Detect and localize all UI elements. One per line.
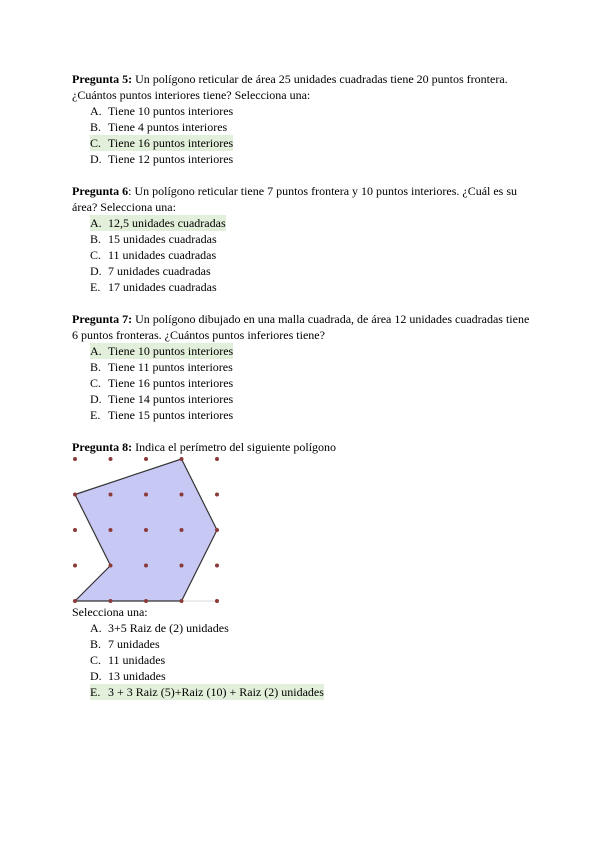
lattice-point [215, 564, 219, 568]
answer-option[interactable]: D. Tiene 14 puntos interiores [90, 392, 234, 406]
lattice-point [215, 493, 219, 497]
lattice-point [144, 528, 148, 532]
answer-option[interactable]: B. 15 unidades cuadradas [90, 232, 217, 246]
lattice-point [180, 493, 184, 497]
lattice-polygon-figure [70, 455, 222, 605]
question-text: Pregunta 8: Indica el perímetro del siguiente polígono [72, 440, 337, 454]
question-8 [72, 439, 532, 455]
answer-option[interactable]: A. Tiene 10 puntos interiores [90, 104, 234, 118]
question-label: Pregunta 6 [72, 184, 129, 198]
lattice-point [215, 599, 219, 603]
question-label: Pregunta 8: [72, 440, 133, 454]
answer-option[interactable]: C. 11 unidades cuadradas [90, 248, 217, 262]
answer-option[interactable]: C. 11 unidades [90, 653, 166, 667]
lattice-point [215, 528, 219, 532]
lattice-point [180, 457, 184, 461]
question-text: Pregunta 6: Un polígono reticular tiene 7 puntos frontera y 10 puntos interiores. ¿Cuál es su área? Selecciona una: [72, 184, 518, 214]
lattice-point [144, 493, 148, 497]
select-prompt: Selecciona una: [72, 605, 148, 619]
lattice-point [73, 457, 77, 461]
question-label: Pregunta 7: [72, 312, 133, 326]
lattice-point [144, 599, 148, 603]
answer-option[interactable]: E. 17 unidades cuadradas [90, 280, 217, 294]
answer-option-correct[interactable]: A. 12,5 unidades cuadradas [90, 216, 226, 230]
question-label: Pregunta 5: [72, 72, 133, 86]
lattice-point [144, 457, 148, 461]
answer-option-correct[interactable]: A. Tiene 10 puntos interiores [90, 344, 234, 358]
answer-option[interactable]: D. 13 unidades [90, 669, 166, 683]
lattice-point [109, 457, 113, 461]
lattice-point [109, 564, 113, 568]
answer-option[interactable]: C. Tiene 16 puntos interiores [90, 376, 234, 390]
lattice-point [180, 564, 184, 568]
lattice-point [215, 457, 219, 461]
question-6 [72, 183, 532, 295]
answer-option[interactable]: B. Tiene 11 puntos interiores [90, 360, 233, 374]
answer-option-correct[interactable]: E. 3 + 3 Raiz (5)+Raiz (10) + Raiz (2) unidades [90, 685, 324, 699]
answer-option[interactable]: D. Tiene 12 puntos interiores [90, 152, 234, 166]
answer-option[interactable]: E. Tiene 15 puntos interiores [90, 408, 234, 422]
lattice-point [109, 599, 113, 603]
lattice-point [73, 528, 77, 532]
lattice-point [144, 564, 148, 568]
lattice-point [109, 528, 113, 532]
question-text: Pregunta 7: Un polígono dibujado en una malla cuadrada, de área 12 unidades cuadradas tiene 6 puntos fronteras. ¿Cuántos puntos inferiores tiene? [72, 312, 530, 342]
lattice-point [180, 528, 184, 532]
lattice-point [73, 599, 77, 603]
answer-option-correct[interactable]: C. Tiene 16 puntos interiores [90, 136, 234, 150]
lattice-point [180, 599, 184, 603]
question-5 [72, 71, 532, 167]
lattice-point [109, 493, 113, 497]
answer-option[interactable]: B. Tiene 4 puntos interiores [90, 120, 228, 134]
question-8-options [72, 604, 532, 700]
lattice-point [73, 493, 77, 497]
answer-option[interactable]: B. 7 unidades [90, 637, 160, 651]
question-text: Pregunta 5: Un polígono reticular de área 25 unidades cuadradas tiene 20 puntos frontera. ¿Cuántos puntos interiores tiene? Selecciona una: [72, 72, 508, 102]
answer-option[interactable]: A. 3+5 Raiz de (2) unidades [90, 621, 229, 635]
lattice-point [73, 564, 77, 568]
question-7 [72, 311, 532, 423]
answer-option[interactable]: D. 7 unidades cuadradas [90, 264, 211, 278]
